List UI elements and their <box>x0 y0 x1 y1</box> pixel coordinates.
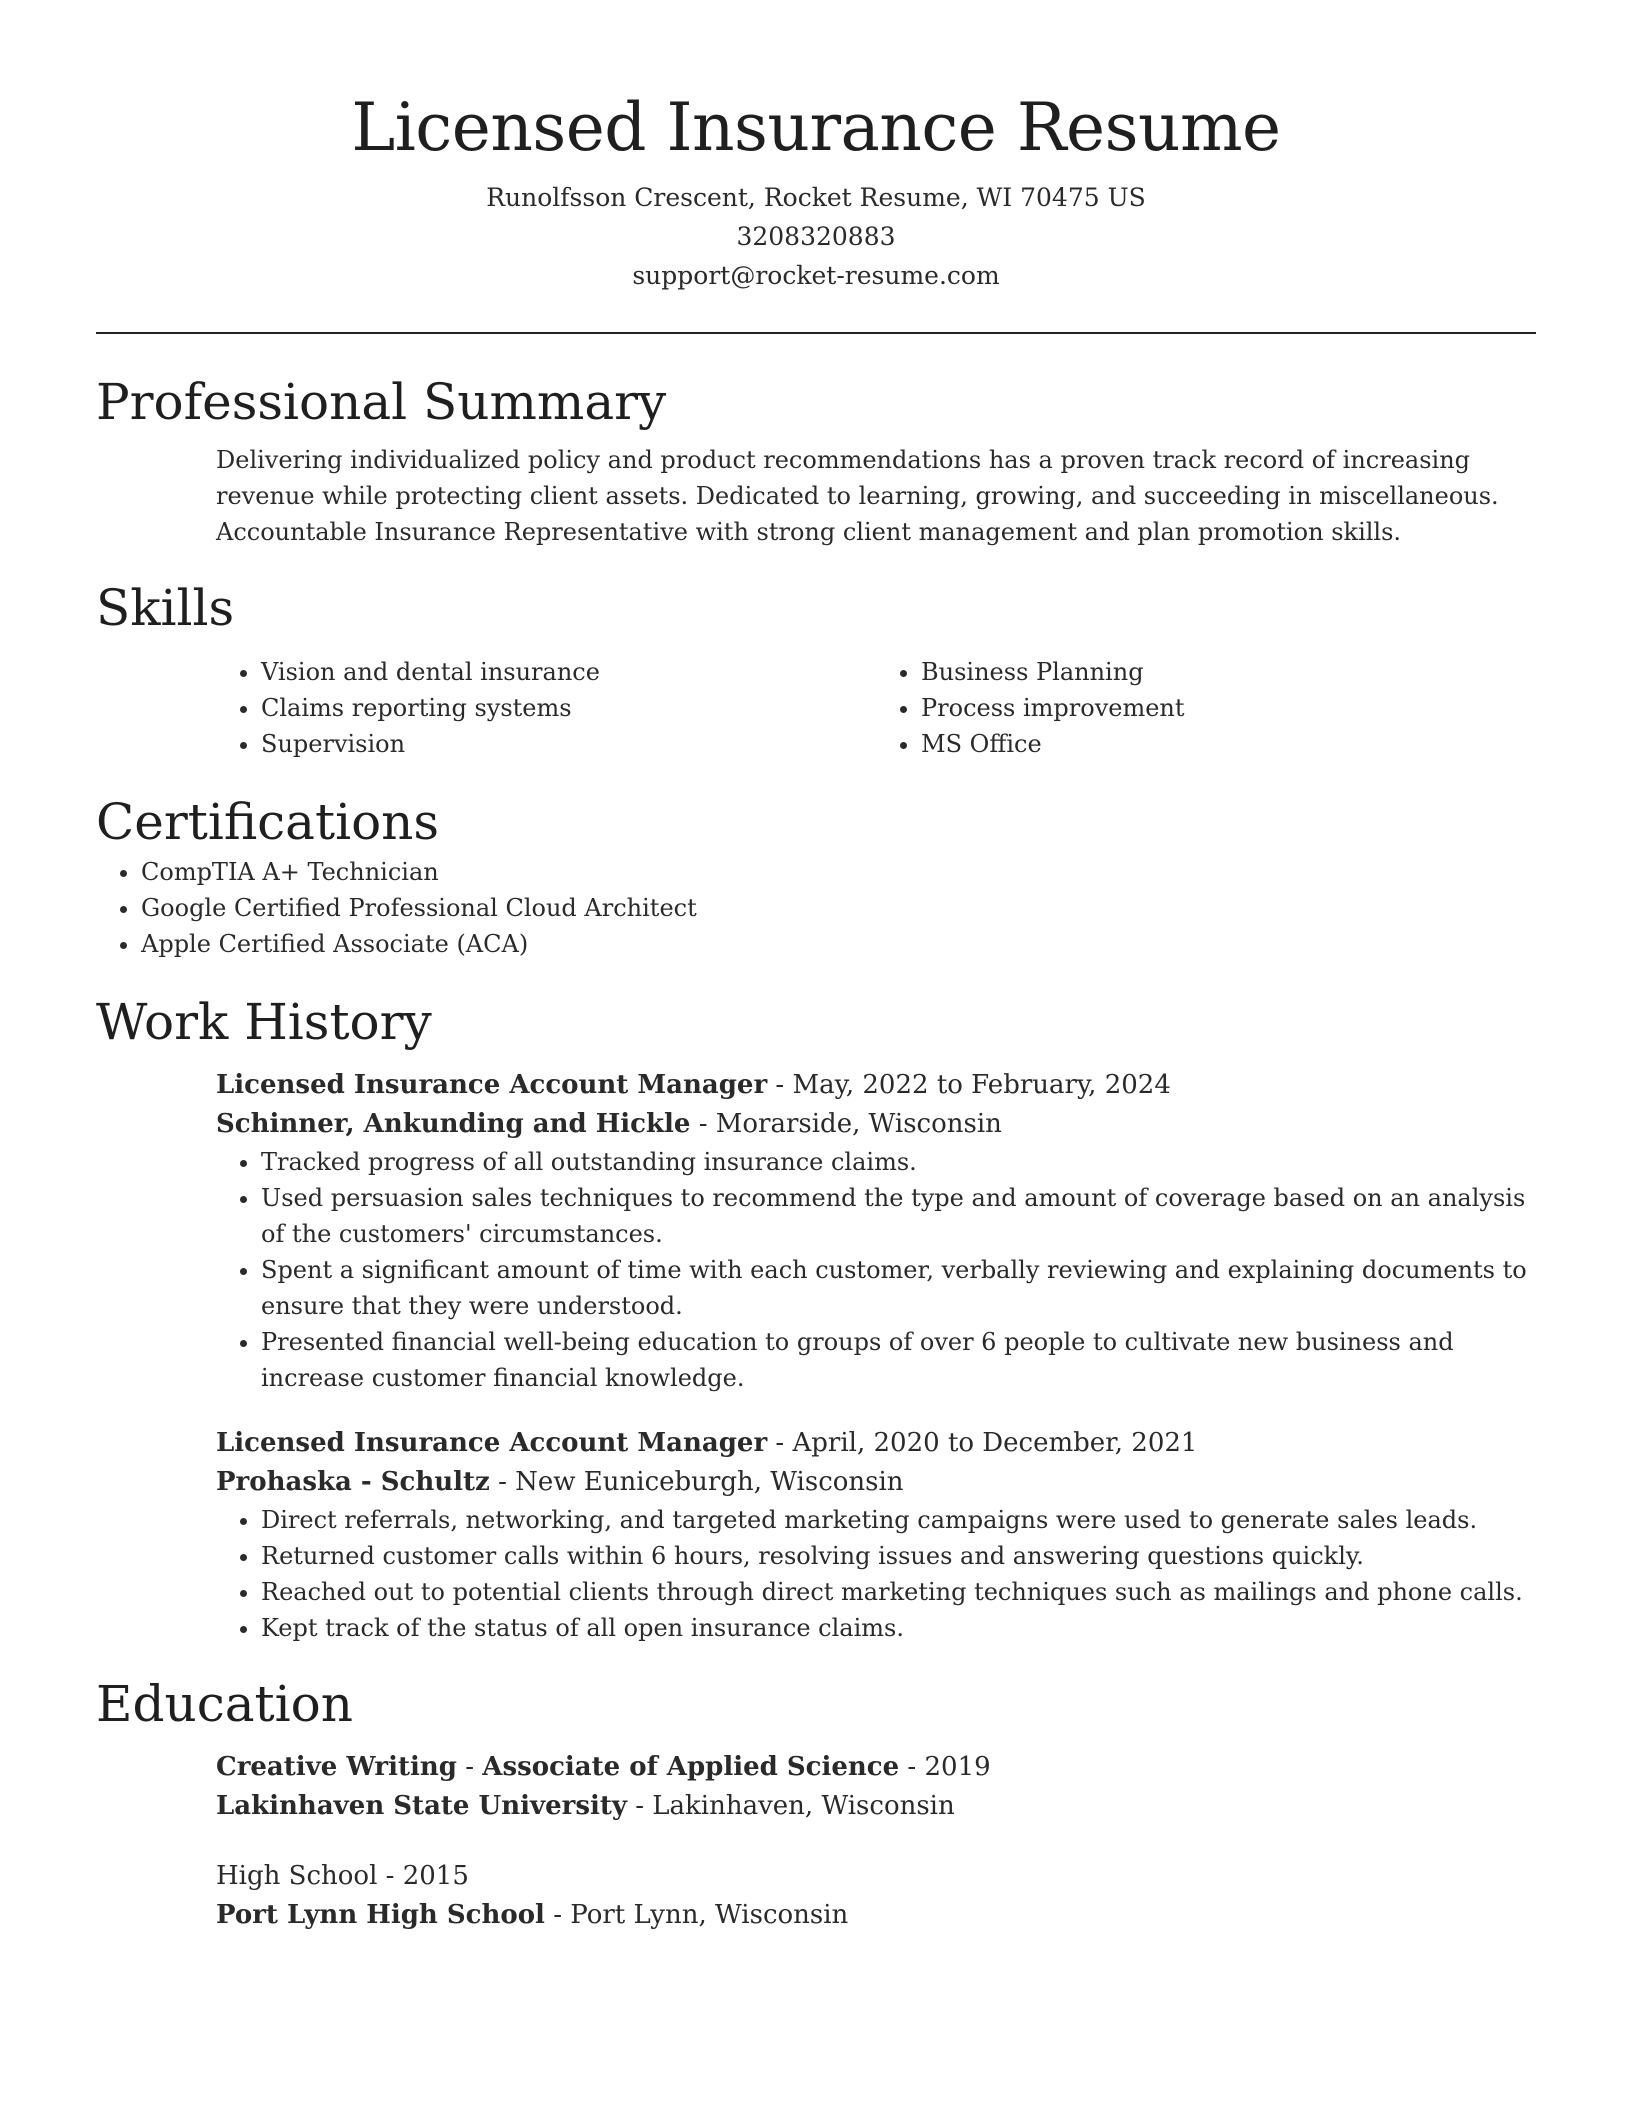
job-duty: • Kept track of the status of all open insurance claims. <box>261 1610 1536 1646</box>
job-company-line: Prohaska - Schultz - New Euniceburgh, Wisconsin <box>216 1467 904 1497</box>
skills-heading: Skills <box>96 579 235 637</box>
job-location: New Euniceburgh, Wisconsin <box>515 1467 904 1497</box>
header-divider <box>96 332 1536 334</box>
certifications-list <box>96 854 1536 962</box>
education-entry <box>216 1748 1536 1826</box>
education-school: Lakinhaven State University <box>216 1791 627 1821</box>
job-duty: • Direct referrals, networking, and targeted marketing campaigns were used to generate sales leads. <box>261 1502 1536 1538</box>
education-year: 2019 <box>924 1752 991 1782</box>
education-field: Creative Writing <box>216 1752 457 1782</box>
job-dates: April, 2020 to December, 2021 <box>792 1428 1198 1458</box>
contact-phone: 3208320883 <box>736 222 896 251</box>
job-location: Morarside, Wisconsin <box>715 1109 1002 1139</box>
certification-item: • Google Certified Professional Cloud Architect <box>141 890 1536 926</box>
contact-block <box>96 178 1536 295</box>
job-title-line: Licensed Insurance Account Manager - April, 2020 to December, 2021 <box>216 1428 1198 1458</box>
job-duty: • Spent a significant amount of time with each customer, verbally reviewing and explaining documents to ensure that they were understood. <box>261 1252 1536 1324</box>
job-dates: May, 2022 to February, 2024 <box>792 1070 1171 1100</box>
skill-item: • Process improvement <box>921 690 1536 726</box>
education-heading: Education <box>96 1675 353 1733</box>
education-location: Lakinhaven, Wisconsin <box>652 1791 955 1821</box>
skill-item: • Claims reporting systems <box>261 690 876 726</box>
education-school-line: Port Lynn High School - Port Lynn, Wisconsin <box>216 1900 849 1930</box>
education-degree-line: High School - 2015 <box>216 1861 469 1891</box>
summary-heading: Professional Summary <box>96 373 667 431</box>
skill-item: • Supervision <box>261 726 876 762</box>
job-duty: • Presented financial well-being education to groups of over 6 people to cultivate new business and increase customer financial knowledge. <box>261 1324 1536 1396</box>
job-company-line: Schinner, Ankunding and Hickle - Morarside, Wisconsin <box>216 1109 1002 1139</box>
education-degree-line: Creative Writing - Associate of Applied Science - 2019 <box>216 1752 991 1782</box>
contact-email: support@rocket-resume.com <box>632 261 1000 290</box>
job-entry <box>216 1424 1536 1646</box>
resume-title: Licensed Insurance Resume <box>351 89 1281 166</box>
skill-item: • Vision and dental insurance <box>261 654 876 690</box>
certification-item: • CompTIA A+ Technician <box>141 854 1536 890</box>
job-entry <box>216 1066 1536 1396</box>
work-history-list <box>216 1066 1536 1646</box>
summary-text: Delivering individualized policy and product recommendations has a proven track record of increasing revenue while protecting client assets. Dedicated to learning, growing, and succeeding in miscellaneous. Accountable Insurance Representative with strong client management and plan promotion skills. <box>216 446 1499 546</box>
education-school-line: Lakinhaven State University - Lakinhaven, Wisconsin <box>216 1791 955 1821</box>
skills-list <box>216 654 1536 762</box>
job-title-line: Licensed Insurance Account Manager - May, 2022 to February, 2024 <box>216 1070 1171 1100</box>
job-company: Schinner, Ankunding and Hickle <box>216 1109 691 1139</box>
education-degree: High School <box>216 1861 378 1891</box>
job-company: Prohaska - Schultz <box>216 1467 490 1497</box>
job-duties <box>216 1502 1536 1646</box>
certification-item: • Apple Certified Associate (ACA) <box>141 926 1536 962</box>
education-degree: Associate of Applied Science <box>482 1752 900 1782</box>
education-entry <box>216 1857 1536 1935</box>
skills-column-left <box>216 654 876 762</box>
skill-item: • Business Planning <box>921 654 1536 690</box>
job-duty: • Tracked progress of all outstanding insurance claims. <box>261 1144 1536 1180</box>
certifications-heading: Certifications <box>96 793 440 851</box>
education-list <box>216 1748 1536 1935</box>
job-role: Licensed Insurance Account Manager <box>216 1428 768 1458</box>
job-duty: • Reached out to potential clients through direct marketing techniques such as mailings and phone calls. <box>261 1574 1536 1610</box>
education-location: Port Lynn, Wisconsin <box>570 1900 849 1930</box>
skills-column-right <box>876 654 1536 762</box>
job-duty: • Returned customer calls within 6 hours, resolving issues and answering questions quickly. <box>261 1538 1536 1574</box>
job-duties <box>216 1144 1536 1396</box>
education-year: 2015 <box>402 1861 469 1891</box>
skill-item: • MS Office <box>921 726 1536 762</box>
contact-address: Runolfsson Crescent, Rocket Resume, WI 70475 US <box>486 183 1146 212</box>
job-duty: • Used persuasion sales techniques to recommend the type and amount of coverage based on an analysis of the customers' circumstances. <box>261 1180 1536 1252</box>
education-school: Port Lynn High School <box>216 1900 545 1930</box>
work-history-heading: Work History <box>96 993 432 1051</box>
job-role: Licensed Insurance Account Manager <box>216 1070 768 1100</box>
